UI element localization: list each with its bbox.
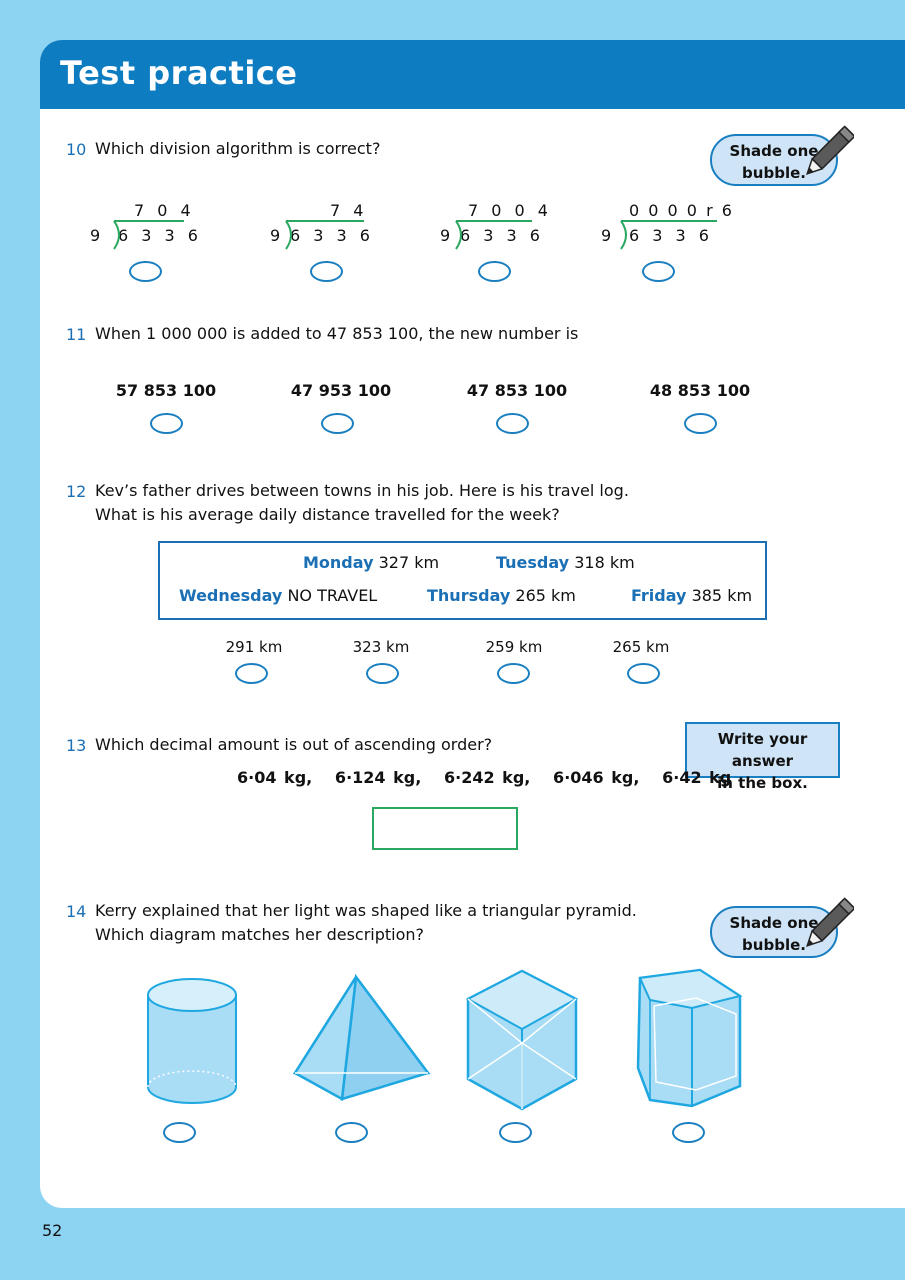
day-value: 385 km [691, 586, 753, 605]
division-bracket [444, 219, 534, 251]
option-label: 48 853 100 [649, 381, 751, 400]
page-title: Test practice [60, 54, 298, 92]
divisor: 9 [90, 226, 105, 245]
question-number: 13 [66, 736, 87, 755]
log-entry-monday [303, 553, 439, 572]
hint-line: Write your answer [717, 730, 808, 770]
log-entry-thursday [427, 586, 576, 605]
day-label: Thursday [427, 586, 511, 605]
answer-bubble-10b[interactable] [310, 261, 343, 282]
quotient: 7 4 [330, 201, 368, 220]
log-entry-wednesday [179, 586, 377, 605]
answer-bubble-10d[interactable] [642, 261, 675, 282]
division-bracket [100, 219, 185, 251]
hint-line: in the box. [717, 774, 808, 792]
answer-bubble-14d[interactable] [672, 1122, 705, 1143]
divisor: 9 [270, 226, 285, 245]
answer-bubble-12c[interactable] [497, 663, 530, 684]
day-value: 318 km [574, 553, 635, 572]
day-value: 327 km [378, 553, 440, 572]
answer-bubble-10a[interactable] [129, 261, 162, 282]
question-text: What is his average daily distance travelled for the week? [95, 505, 560, 524]
divisor: 9 [440, 226, 455, 245]
pencil-icon [800, 896, 854, 956]
question-text: Which decimal amount is out of ascending order? [95, 735, 493, 754]
question-number: 11 [66, 325, 87, 344]
answer-input-box[interactable] [372, 807, 518, 850]
option-label: 47 853 100 [466, 381, 568, 400]
cube-icon [466, 969, 578, 1111]
hint-line: Shade one [729, 142, 819, 160]
quotient: 7 0 0 4 [468, 201, 552, 220]
answer-bubble-11d[interactable] [684, 413, 717, 434]
question-number: 12 [66, 482, 87, 501]
divisor: 9 [601, 226, 616, 245]
quotient: 0 0 0 0 r 6 [629, 201, 734, 220]
day-value: NO TRAVEL [287, 586, 378, 605]
option-label: 291 km [225, 638, 283, 656]
answer-bubble-11a[interactable] [150, 413, 183, 434]
page-number: 52 [42, 1221, 63, 1240]
day-value: 265 km [515, 586, 576, 605]
dividend: 6 3 3 6 [290, 226, 374, 245]
answer-bubble-11c[interactable] [496, 413, 529, 434]
hint-line: Shade one [729, 914, 819, 932]
hint-line: bubble. [742, 164, 806, 182]
pencil-icon [800, 124, 854, 184]
option-label: 265 km [612, 638, 670, 656]
day-label: Tuesday [496, 553, 570, 572]
answer-bubble-14b[interactable] [335, 1122, 368, 1143]
question-text: Kev’s father drives between towns in his job. Here is his travel log. [95, 481, 629, 500]
answer-bubble-14a[interactable] [163, 1122, 196, 1143]
day-label: Wednesday [179, 586, 283, 605]
option-label: 47 953 100 [290, 381, 392, 400]
decimal-amounts: 6·04 kg, 6·124 kg, 6·242 kg, 6·046 kg, 6·42 kg [237, 768, 732, 787]
day-label: Monday [303, 553, 374, 572]
answer-bubble-12d[interactable] [627, 663, 660, 684]
option-label: 323 km [352, 638, 410, 656]
question-number: 14 [66, 902, 87, 921]
division-bracket [607, 219, 719, 251]
dividend: 6 3 3 6 [460, 226, 544, 245]
answer-bubble-12a[interactable] [235, 663, 268, 684]
option-label: 57 853 100 [115, 381, 217, 400]
hint-line: bubble. [742, 936, 806, 954]
dividend: 6 3 3 6 [118, 226, 202, 245]
question-text: Which diagram matches her description? [95, 925, 425, 944]
question-text: Kerry explained that her light was shaped like a triangular pyramid. [95, 901, 637, 920]
triangular-pyramid-icon [292, 973, 432, 1103]
answer-bubble-12b[interactable] [366, 663, 399, 684]
log-entry-friday [631, 586, 752, 605]
option-label: 259 km [485, 638, 543, 656]
answer-bubble-14c[interactable] [499, 1122, 532, 1143]
travel-log-box [158, 541, 767, 620]
quotient: 7 0 4 [134, 201, 195, 220]
cylinder-icon [145, 975, 239, 1107]
log-entry-tuesday [496, 553, 635, 572]
question-number: 10 [66, 140, 87, 159]
answer-bubble-10c[interactable] [478, 261, 511, 282]
header-bar [40, 40, 905, 109]
dividend: 6 3 3 6 [629, 226, 713, 245]
question-text: Which division algorithm is correct? [95, 139, 381, 158]
answer-bubble-11b[interactable] [321, 413, 354, 434]
division-bracket [274, 219, 369, 251]
question-text: When 1 000 000 is added to 47 853 100, the new number is [95, 324, 579, 343]
pentagonal-prism-icon [636, 968, 744, 1108]
day-label: Friday [631, 586, 687, 605]
